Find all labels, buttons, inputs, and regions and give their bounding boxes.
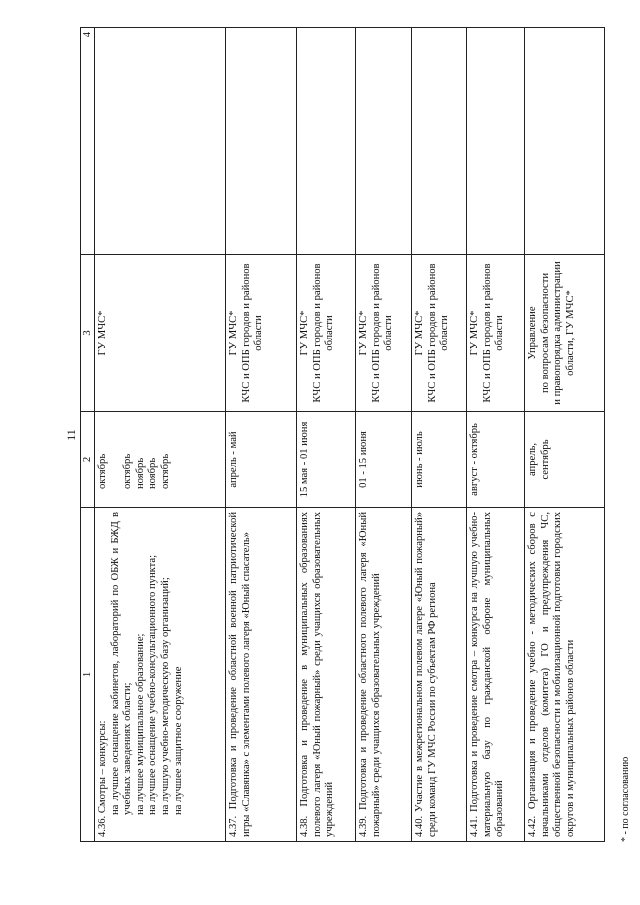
event-responsible: ГУ МЧС* КЧС и ОПБ городов и районов области: [297, 255, 356, 412]
event-description: [95, 508, 226, 842]
table-row-4-38: [297, 28, 356, 842]
event-dates: [95, 412, 226, 508]
date-item: ноябрь: [147, 457, 159, 489]
date-item: ноябрь: [134, 457, 146, 489]
event-dates: 15 мая - 01 июня: [297, 412, 356, 508]
event-dates: апрель, сентябрь: [525, 412, 605, 508]
rotated-page: [62, 28, 636, 842]
event-description: 4.39. Подготовка и проведение областного полевого лагеря «Юный пожарный» среди учащихся образовательных учреждений: [356, 508, 412, 842]
table-row-4-41: [467, 28, 525, 842]
event-responsible: ГУ МЧС* КЧС и ОПБ городов и районов области: [412, 255, 467, 412]
event-responsible: ГУ МЧС* КЧС и ОПБ городов и районов области: [226, 255, 297, 412]
event-dates: август - октябрь: [467, 412, 525, 508]
event-description: 4.37. Подготовка и проведение областной военной патриотической игры «Славянка» с элементами полевого лагеря «Юный спасатель»: [226, 508, 297, 842]
events-table: [80, 27, 605, 842]
column-number-3: 3: [81, 255, 95, 412]
event-description: 4.42. Организация и проведение учебно - методических сборов с начальниками отделов (комитета) ГО и предупреждения ЧС, общественной безопасности и мобилизационной подготовки городских округов и муниципальных районов области: [525, 508, 605, 842]
event-responsible: Управление по вопросам безопасности и правопорядка администрации области, ГУ МЧС*: [525, 255, 605, 412]
event-description: 4.41. Подготовка и проведение смотра – конкурса на лучшую учебно-материальную базу по гражданской обороне муниципальных образований: [467, 508, 525, 842]
event-note: [226, 28, 297, 255]
event-note: [356, 28, 412, 255]
footnote: * - по согласованию: [620, 756, 631, 842]
event-note: [412, 28, 467, 255]
event-note: [95, 28, 226, 255]
event-sub-item: на лучшую учебно-методическую базу организаций;: [159, 577, 171, 815]
date-item: октябрь: [159, 453, 171, 489]
date-spacer: [110, 416, 123, 503]
table-header-row: [81, 28, 95, 842]
event-title: 4.36. Смотры – конкурсы:: [97, 720, 108, 837]
table-row-4-39: [356, 28, 412, 842]
table-row-4-42: [525, 28, 605, 842]
column-number-2: 2: [81, 412, 95, 508]
event-sub-item: на лучшее оснащение учебно-консультационного пункта;: [147, 554, 159, 815]
event-responsible: ГУ МЧС* КЧС и ОПБ городов и районов области: [467, 255, 525, 412]
event-note: [467, 28, 525, 255]
event-responsible: ГУ МЧС* КЧС и ОПБ городов и районов области: [356, 255, 412, 412]
event-description: 4.38. Подготовка и проведение в муниципальных образованиях полевого лагеря «Юный пожарный» среди учащихся образовательных учреждений: [297, 508, 356, 842]
table-row-4-40: [412, 28, 467, 842]
event-responsible: ГУ МЧС*: [95, 255, 226, 412]
column-number-4: 4: [81, 28, 95, 255]
date-item: октябрь: [122, 453, 134, 489]
event-sub-item: на лучшее оснащение кабинетов, лабораторий по ОБЖ и БЖД в учебных заведениях области;: [109, 512, 134, 815]
event-sub-item: на лучшее защитное сооружение: [172, 666, 184, 815]
event-sub-item: на лучшее муниципальное образование;: [134, 633, 146, 815]
date-item: октябрь: [97, 453, 108, 489]
event-dates: 01 - 15 июня: [356, 412, 412, 508]
column-number-1: 1: [81, 508, 95, 842]
page-number: 11: [64, 429, 78, 441]
event-dates: июнь - июль: [412, 412, 467, 508]
event-note: [525, 28, 605, 255]
table-row-4-37: [226, 28, 297, 842]
event-note: [297, 28, 356, 255]
event-description: 4.40. Участие в межрегиональном полевом лагере «Юный пожарный» среди команд ГУ МЧС России по субъектам РФ региона: [412, 508, 467, 842]
table-row-4-36: [95, 28, 226, 842]
event-dates: апрель - май: [226, 412, 297, 508]
